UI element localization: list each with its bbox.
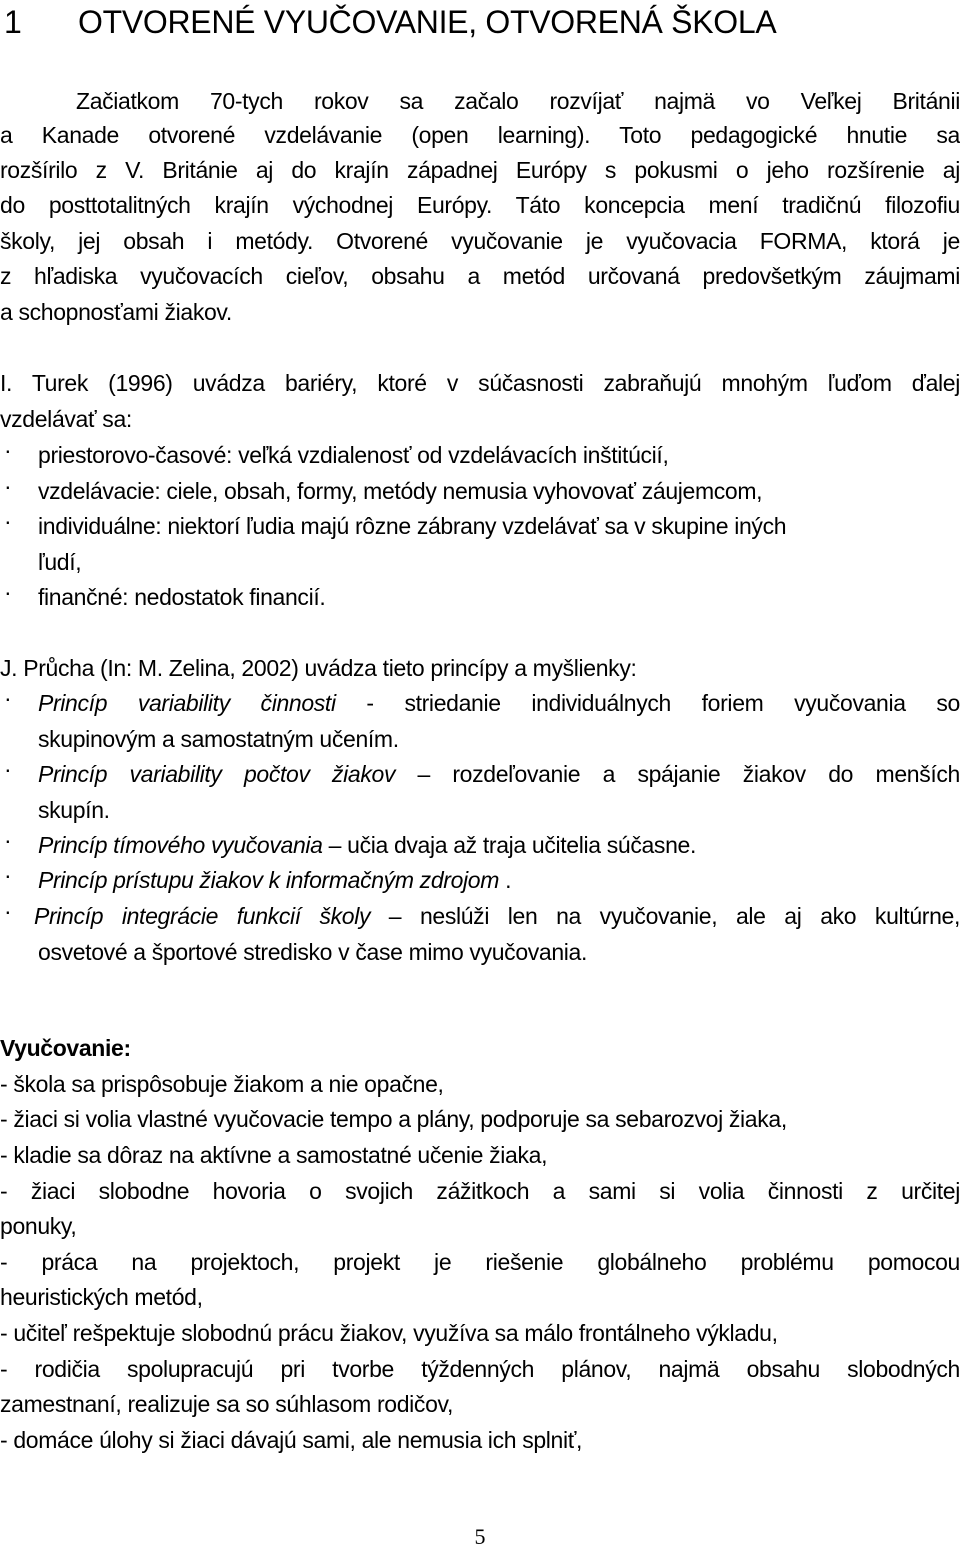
paragraph1-line: Začiatkom 70-tych rokov sa začalo rozvíjať najmä vo Veľkej Británii	[76, 88, 960, 114]
paragraph1-line: do posttotalitných krajín východnej Európy. Táto koncepcia mení tradičnú filozofiu	[0, 192, 960, 218]
teaching-item: ponuky,	[0, 1213, 77, 1239]
principle-item: Princíp tímového vyučovania – učia dvaja až traja učitelia súčasne.	[38, 832, 696, 858]
chapter-number: 1	[4, 4, 22, 40]
paragraph2-line: I. Turek (1996) uvádza bariéry, ktoré v súčasnosti zabraňujú mnohým ľuďom ďalej	[0, 370, 960, 396]
principle-continuation: skupinovým a samostatným učením.	[38, 726, 399, 752]
teaching-item: - žiaci slobodne hovoria o svojich zážitkoch a sami si volia činnosti z určitej	[0, 1178, 960, 1204]
bullet-marker: ·	[4, 473, 12, 499]
teaching-item: - práca na projektoch, projekt je riešenie globálneho problému pomocou	[0, 1249, 960, 1275]
principle-item: Princíp prístupu žiakov k informačným zdrojom .	[38, 867, 512, 893]
principle-continuation: osvetové a športové stredisko v čase mimo vyučovania.	[38, 939, 588, 965]
barrier-item: finančné: nedostatok financií.	[38, 584, 326, 610]
paragraph1-line: z hľadiska vyučovacích cieľov, obsahu a metód určovaná predovšetkým záujmami	[0, 263, 960, 289]
paragraph1-line: a schopnosťami žiakov.	[0, 299, 232, 325]
chapter-title: OTVORENÉ VYUČOVANIE, OTVORENÁ ŠKOLA	[78, 4, 777, 40]
section-heading: Vyučovanie:	[0, 1035, 131, 1061]
principle-item: Princíp variability činnosti - striedanie individuálnych foriem vyučovania so	[38, 690, 960, 716]
bullet-marker: ·	[4, 437, 12, 463]
principle-continuation: skupín.	[38, 797, 110, 823]
teaching-item: - kladie sa dôraz na aktívne a samostatné učenie žiaka,	[0, 1142, 548, 1168]
barrier-item: ľudí,	[38, 549, 82, 575]
page-number: 5	[474, 1524, 486, 1549]
principle-title: Princíp integrácie funkcií školy	[34, 903, 371, 929]
bullet-marker: ·	[4, 579, 12, 605]
paragraph1-line: školy, jej obsah i metódy. Otvorené vyučovanie je vyučovacia FORMA, ktorá je	[0, 228, 960, 254]
principles-intro: J. Průcha (In: M. Zelina, 2002) uvádza tieto princípy a myšlienky:	[0, 655, 637, 681]
principle-title: Princíp tímového vyučovania	[38, 832, 323, 858]
bullet-marker: ·	[4, 827, 12, 853]
paragraph1-line: rozšírilo z V. Británie aj do krajín západnej Európy s pokusmi o jeho rozšírenie aj	[0, 157, 960, 183]
principle-title: Princíp variability činnosti	[38, 690, 336, 716]
principle-item: Princíp integrácie funkcií školy – neslúži len na vyučovanie, ale aj ako kultúrne,	[34, 903, 960, 929]
barrier-item: priestorovo-časové: veľká vzdialenosť od vzdelávacích inštitúcií,	[38, 442, 669, 468]
teaching-item: - domáce úlohy si žiaci dávajú sami, ale nemusia ich splniť,	[0, 1427, 583, 1453]
teaching-item: zamestnaní, realizuje sa so súhlasom rodičov,	[0, 1391, 453, 1417]
bullet-marker: ·	[4, 508, 12, 534]
bullet-marker: ·	[4, 685, 12, 711]
teaching-item: - učiteľ rešpektuje slobodnú prácu žiakov, využíva sa málo frontálneho výkladu,	[0, 1320, 778, 1346]
paragraph2-line: vzdelávať sa:	[0, 406, 132, 432]
paragraph1-line: a Kanade otvorené vzdelávanie (open learning). Toto pedagogické hnutie sa	[0, 122, 960, 148]
teaching-item: - škola sa prispôsobuje žiakom a nie opačne,	[0, 1071, 444, 1097]
teaching-item: - žiaci si volia vlastné vyučovacie tempo a plány, podporuje sa sebarozvoj žiaka,	[0, 1106, 787, 1132]
barrier-item: vzdelávacie: ciele, obsah, formy, metódy nemusia vyhovovať záujemcom,	[38, 478, 763, 504]
teaching-item: heuristických metód,	[0, 1284, 203, 1310]
teaching-item: - rodičia spolupracujú pri tvorbe týždenných plánov, najmä obsahu slobodných	[0, 1356, 960, 1382]
principle-item: Princíp variability počtov žiakov – rozdeľovanie a spájanie žiakov do menších	[38, 761, 960, 787]
principle-title: Princíp variability počtov žiakov	[38, 761, 396, 787]
bullet-marker: ·	[4, 756, 12, 782]
principle-title: Princíp prístupu žiakov k informačným zdrojom	[38, 867, 500, 893]
barrier-item: individuálne: niektorí ľudia majú rôzne zábrany vzdelávať sa v skupine iných	[38, 513, 787, 539]
bullet-marker: ·	[4, 862, 12, 888]
chapter-heading	[4, 0, 776, 44]
bullet-marker: ·	[4, 898, 12, 924]
